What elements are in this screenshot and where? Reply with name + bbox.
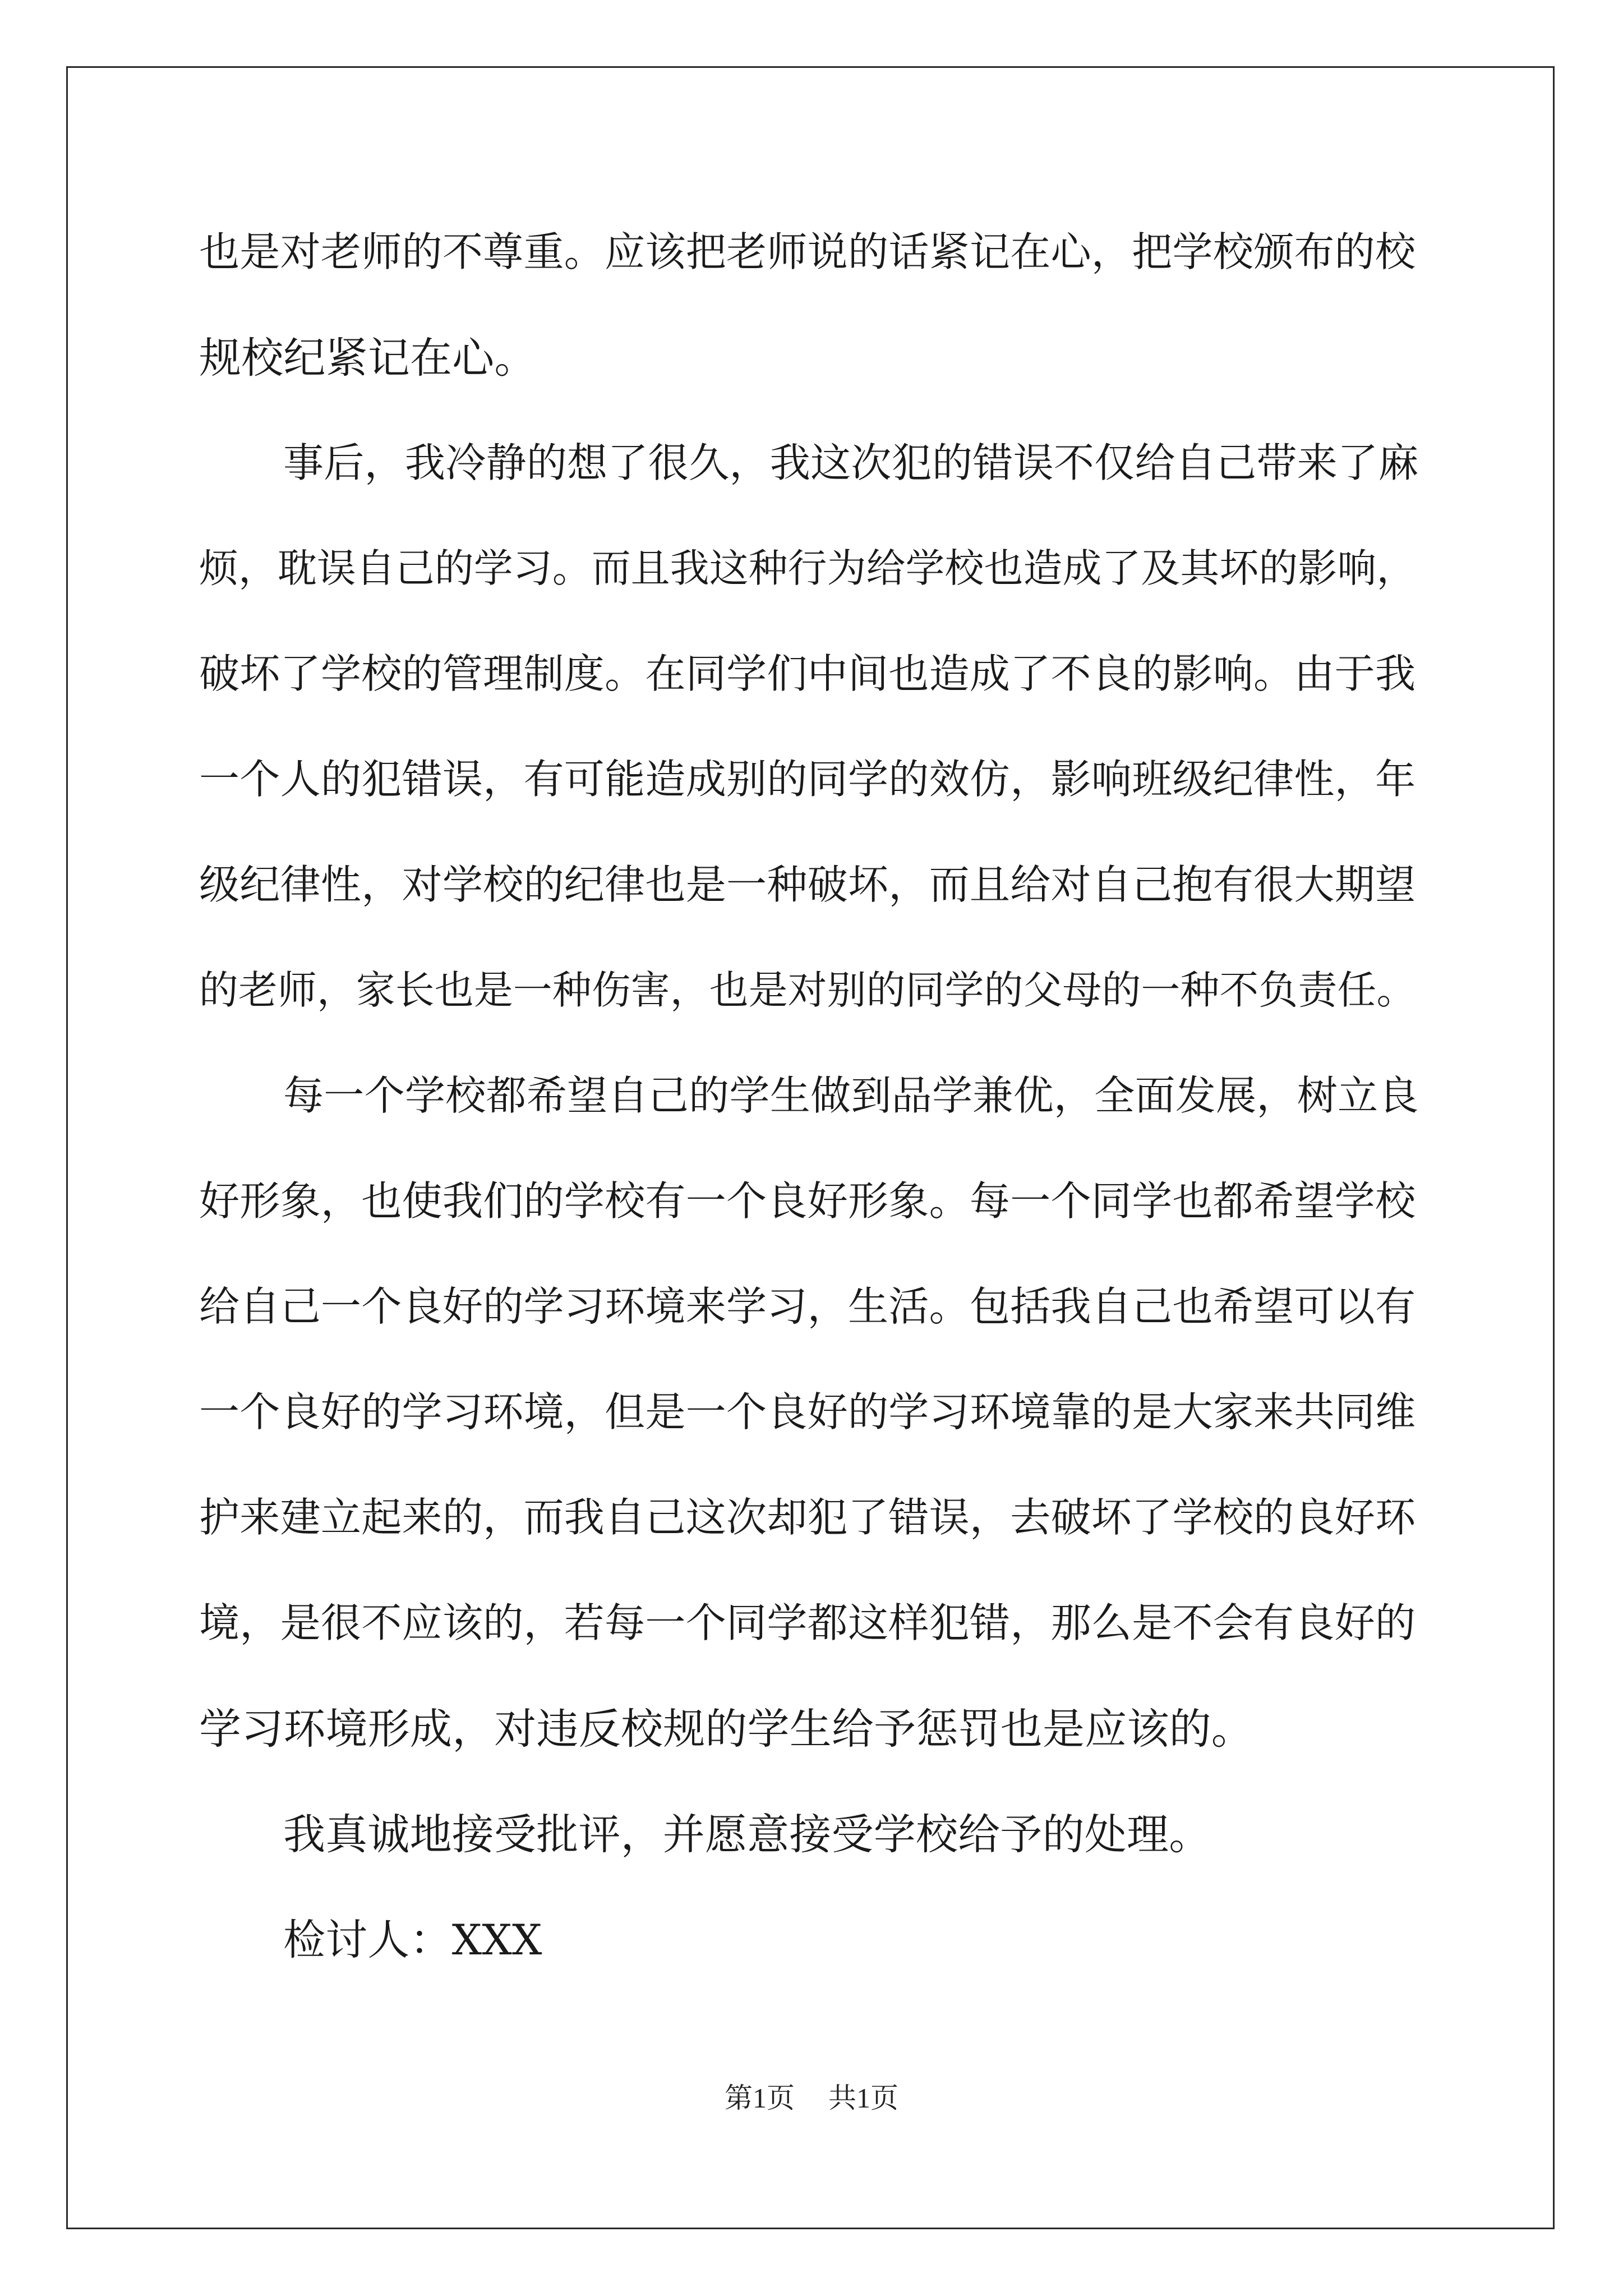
text-line: 好形象，也使我们的学校有一个良好形象。每一个同学也都希望学校: [199, 1178, 1416, 1225]
text-line: 给自己一个良好的学习环境来学习，生活。包括我自己也希望可以有: [199, 1283, 1416, 1331]
text-line: 烦，耽误自己的学习。而且我这种行为给学校也造成了及其坏的影响，: [199, 546, 1416, 591]
text-line: 护来建立起来的，而我自己这次却犯了错误，去破坏了学校的良好环: [199, 1494, 1416, 1542]
text-line: 破坏了学校的管理制度。在同学们中间也造成了不良的影响。由于我: [199, 651, 1416, 698]
page-footer: [0, 2076, 1623, 2116]
text-line: 检讨人：XXX: [283, 1915, 542, 1964]
text-line: 的老师，家长也是一种伤害，也是对别的同学的父母的一种不负责任。: [199, 968, 1416, 1013]
text-line: 一个人的犯错误，有可能造成别的同学的效仿，影响班级纪律性，年: [199, 756, 1416, 803]
page-number: 第1页: [725, 2082, 795, 2114]
text-line: 规校纪紧记在心。: [199, 333, 537, 383]
text-line: 级纪律性，对学校的纪律也是一种破坏，而且给对自己抱有很大期望: [199, 862, 1416, 909]
text-line: 事后，我冷静的想了很久，我这次犯的错误不仅给自己带来了麻: [283, 440, 1419, 487]
text-line: 学习环境形成，对违反校规的学生给予惩罚也是应该的。: [199, 1704, 1254, 1754]
text-line: 一个良好的学习环境，但是一个良好的学习环境靠的是大家来共同维: [199, 1389, 1416, 1436]
text-line: 也是对老师的不尊重。应该把老师说的话紧记在心，把学校颁布的校: [199, 229, 1416, 276]
text-line: 每一个学校都希望自己的学生做到品学兼优，全面发展，树立良: [283, 1073, 1419, 1120]
text-line: 我真诚地接受批评，并愿意接受学校给予的处理。: [283, 1810, 1211, 1859]
page-total: 共1页: [828, 2082, 898, 2114]
text-line: 境，是很不应该的，若每一个同学都这样犯错，那么是不会有良好的: [199, 1600, 1416, 1647]
document-body: [199, 222, 1422, 2014]
